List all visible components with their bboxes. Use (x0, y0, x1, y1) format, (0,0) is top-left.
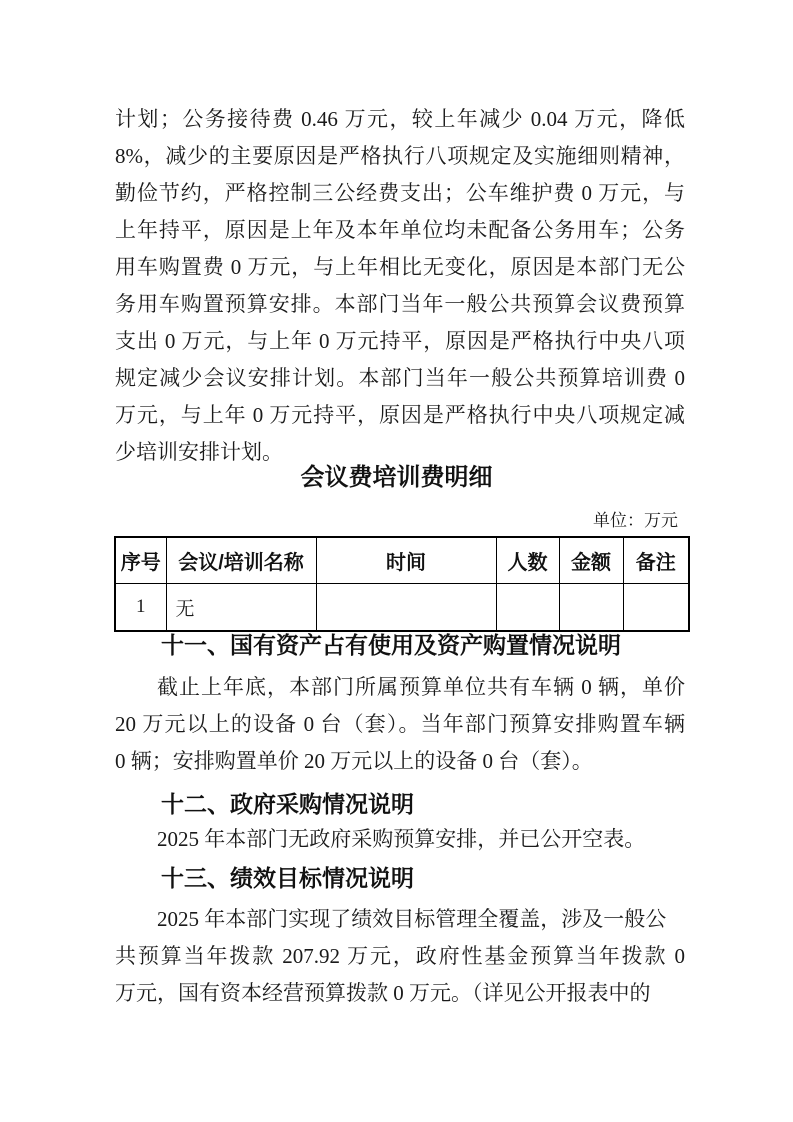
header-cell-time: 时间 (316, 537, 496, 584)
section-heading-11: 十一、国有资产占有使用及资产购置情况说明 (161, 632, 621, 658)
header-cell-name: 会议/培训名称 (166, 537, 316, 584)
section-heading-13: 十三、绩效目标情况说明 (161, 865, 414, 891)
paragraph-line: 支出 0 万元，与上年 0 万元持平，原因是严格执行中央八项 (115, 329, 685, 353)
paragraph-line: 截止上年底，本部门所属预算单位共有车辆 0 辆，单价 (157, 675, 685, 699)
meeting-training-detail-table (114, 536, 690, 632)
table-title: 会议费培训费明细 (300, 464, 493, 491)
table-data-row (115, 584, 689, 632)
paragraph-line: 20 万元以上的设备 0 台（套）。当年部门预算安排购置车辆 (115, 712, 685, 736)
paragraph-line: 用车购置费 0 万元，与上年相比无变化，原因是本部门无公 (115, 255, 685, 279)
cell-index: 1 (115, 584, 166, 632)
cell-time (316, 584, 496, 632)
paragraph-line: 计划；公务接待费 0.46 万元，较上年减少 0.04 万元，降低 (115, 107, 685, 131)
paragraph-line: 规定减少会议安排计划。本部门当年一般公共预算培训费 0 (115, 366, 685, 390)
paragraph-line: 万元，国有资本经营预算拨款 0 万元。（详见公开报表中的 (115, 981, 651, 1005)
section-paragraph-11 (115, 669, 685, 780)
paragraph-line: 2025 年本部门实现了绩效目标管理全覆盖，涉及一般公 (157, 907, 667, 931)
header-cell-people: 人数 (496, 537, 559, 584)
paragraph-line: 共预算当年拨款 207.92 万元，政府性基金预算当年拨款 0 (115, 944, 685, 968)
cell-people (496, 584, 559, 632)
cell-amount (559, 584, 623, 632)
section-paragraph-13 (115, 901, 685, 1012)
header-cell-amount: 金额 (559, 537, 623, 584)
paragraph-line: 万元，与上年 0 万元持平，原因是严格执行中央八项规定减 (115, 403, 685, 427)
paragraph-line: 务用车购置预算安排。本部门当年一般公共预算会议费预算 (115, 292, 685, 316)
paragraph-line: 少培训安排计划。 (115, 440, 283, 464)
header-cell-remark: 备注 (623, 537, 689, 584)
section-paragraph-12 (115, 821, 685, 858)
cell-remark (623, 584, 689, 632)
paragraph-line: 勤俭节约，严格控制三公经费支出；公车维护费 0 万元，与 (115, 181, 685, 205)
paragraph-line: 上年持平，原因是上年及本年单位均未配备公务用车；公务 (115, 218, 685, 242)
body-paragraph-continuation (115, 101, 685, 471)
paragraph-line: 8%，减少的主要原因是严格执行八项规定及实施细则精神， (115, 144, 685, 168)
paragraph-line: 2025 年本部门无政府采购预算安排，并已公开空表。 (157, 827, 646, 851)
table-header-row (115, 537, 689, 584)
section-heading-12: 十二、政府采购情况说明 (161, 791, 414, 817)
unit-note: 单位：万元 (593, 511, 678, 530)
paragraph-line: 0 辆；安排购置单价 20 万元以上的设备 0 台（套）。 (115, 749, 593, 773)
header-cell-index: 序号 (115, 537, 166, 584)
cell-name: 无 (166, 584, 316, 632)
